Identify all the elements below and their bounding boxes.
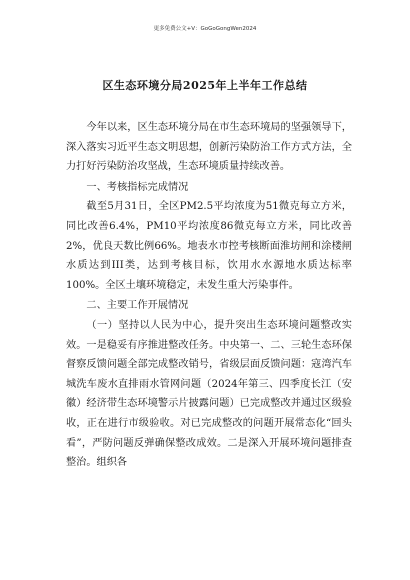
- document-body: [66, 118, 352, 474]
- watermark-text: 更多免费公文+V：GoGoGongWen2024: [153, 26, 257, 32]
- section-heading-2: 二、主要工作开展情况: [86, 300, 189, 312]
- document-title: 区生态环境分局2025年上半年工作总结: [102, 79, 308, 92]
- indicators-paragraph: 截至5月31日，全区PM2.5平均浓度为51微克每立方米，同比改善6.4%，PM10平均浓度86微克每立方米，同比改善2%，优良天数比例66%。地表水市控考核断面淮坊闸和涂楼闸水质达到III类，达到考核目标，饮用水水源地水质达标率100%。全区土壤环境稳定，未发生重大污染事件。: [66, 201, 352, 291]
- section-heading-1: 一、考核指标完成情况: [86, 181, 189, 193]
- work-paragraph: （一）坚持以人民为中心，提升突出生态环境问题整改实效。一是稳妥有序推进整改任务。中央第一、二、三轮生态环保督察反馈问题全部完成整改销号，省级层面反馈问题：寇湾汽车城洗车废水直排雨水管网问题（2024年第三、四季度长江（安徽）经济带生态环境警示片披露问题）已完成整改并通过区级验收，正在进行市级验收。对已完成整改的问题开展常态化“回头看”，严防问题反弹确保整改成效。二是深入开展环境问题排查整治。组织各: [66, 319, 352, 469]
- intro-paragraph: 今年以来，区生态环境分局在市生态环境局的坚强领导下，深入落实习近平生态文明思想，创新污染防治工作方式方法，全力打好污染防治攻坚战，生态环境质量持续改善。: [66, 122, 352, 173]
